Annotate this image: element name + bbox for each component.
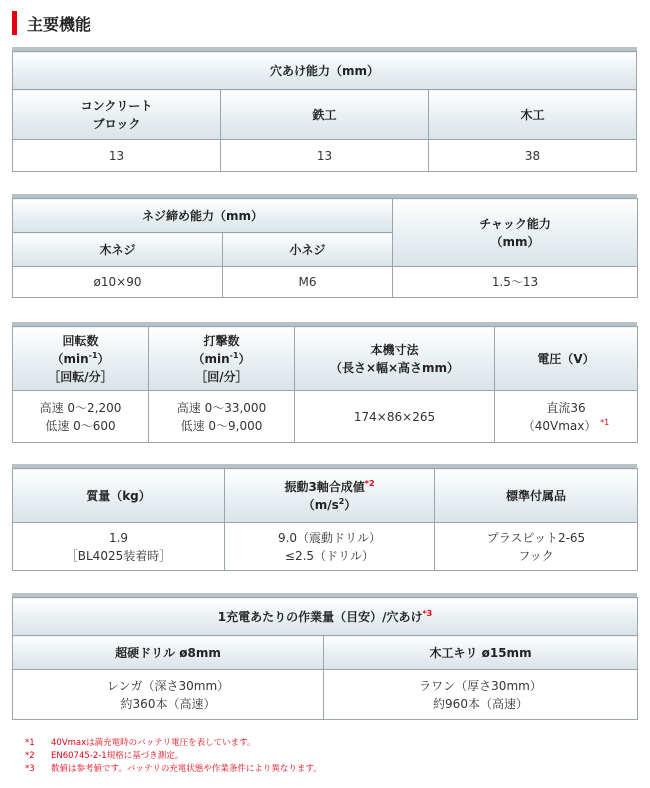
drill-val-steel: 13 [221, 140, 429, 172]
voltage-value: 直流36 （40Vmax） $^{*1}$ [495, 391, 638, 443]
rpm-header: 回転数 $(\min^{-1})$ ［回転/分］ [13, 327, 149, 391]
performance-table [12, 326, 638, 443]
dimensions-header: 本機寸法 （長さ×幅×高さmm） [295, 327, 495, 391]
vibration-header: 振動3軸合成値$^{*2}$ $(m/s^2)$ [225, 469, 435, 523]
work-per-charge-table [12, 597, 638, 720]
screw-val-machine: M6 [223, 267, 393, 298]
drill-capacity-title: 穴あけ能力（mm） [13, 52, 637, 90]
footnote-mark-1: *1 [600, 417, 610, 427]
screw-val-wood: ø10×90 [13, 267, 223, 298]
work-val-carbide: レンガ（深さ30mm） 約360本（高速） [13, 670, 324, 720]
vibration-value: 9.0（震動ドリル） ≤2.5（ドリル） [225, 523, 435, 571]
rpm-value: 高速 0～2,200 低速 0～600 [13, 391, 149, 443]
work-col-auger: 木工キリ ø15mm [324, 636, 638, 670]
screw-col-wood: 木ネジ [13, 233, 223, 267]
drill-col-wood: 木工 [429, 90, 637, 140]
footnote-3: *3 数値は参考値です。バッテリの充電状態や作業条件により異なります。 [25, 764, 322, 774]
voltage-header: 電圧（V） [495, 327, 638, 391]
work-val-auger: ラワン（厚さ30mm） 約960本（高速） [324, 670, 638, 720]
drill-val-wood: 38 [429, 140, 637, 172]
ipm-header: 打撃数 $(\min^{-1})$ ［回/分］ [149, 327, 295, 391]
screw-capacity-title: ネジ締め能力（mm） [13, 199, 393, 233]
section-heading [12, 10, 91, 36]
footnote-mark-3: *3 [422, 608, 433, 618]
section-title: 主要機能 [27, 14, 92, 34]
footnote-1: *1 40Vmaxは満充電時のバッテリ電圧を表しています。 [25, 738, 256, 748]
chuck-capacity-title: チャック能力 （mm） [393, 199, 638, 267]
drill-col-steel: 鉄工 [221, 90, 429, 140]
screw-col-machine: 小ネジ [223, 233, 393, 267]
drill-col-concrete: コンクリート ブロック [13, 90, 221, 140]
accessories-value: プラスビット2-65 フック [435, 523, 638, 571]
screw-capacity-table [12, 198, 638, 298]
mass-header: 質量（kg） [13, 469, 225, 523]
mass-table [12, 468, 638, 571]
footnote-2: *2 EN60745-2-1規格に基づき測定。 [25, 751, 184, 761]
work-per-charge-title: 1充電あたりの作業量（目安）/穴あけ$^{*3}$ [13, 598, 638, 636]
heading-accent-bar [12, 11, 17, 35]
chuck-val: 1.5～13 [393, 267, 638, 298]
work-col-carbide: 超硬ドリル ø8mm [13, 636, 324, 670]
ipm-value: 高速 0～33,000 低速 0～9,000 [149, 391, 295, 443]
drill-capacity-table [12, 51, 637, 172]
footnote-mark-2: *2 [364, 478, 375, 488]
mass-value: 1.9 ［BL4025装着時］ [13, 523, 225, 571]
accessories-header: 標準付属品 [435, 469, 638, 523]
dimensions-value: 174×86×265 [295, 391, 495, 443]
drill-val-concrete: 13 [13, 140, 221, 172]
